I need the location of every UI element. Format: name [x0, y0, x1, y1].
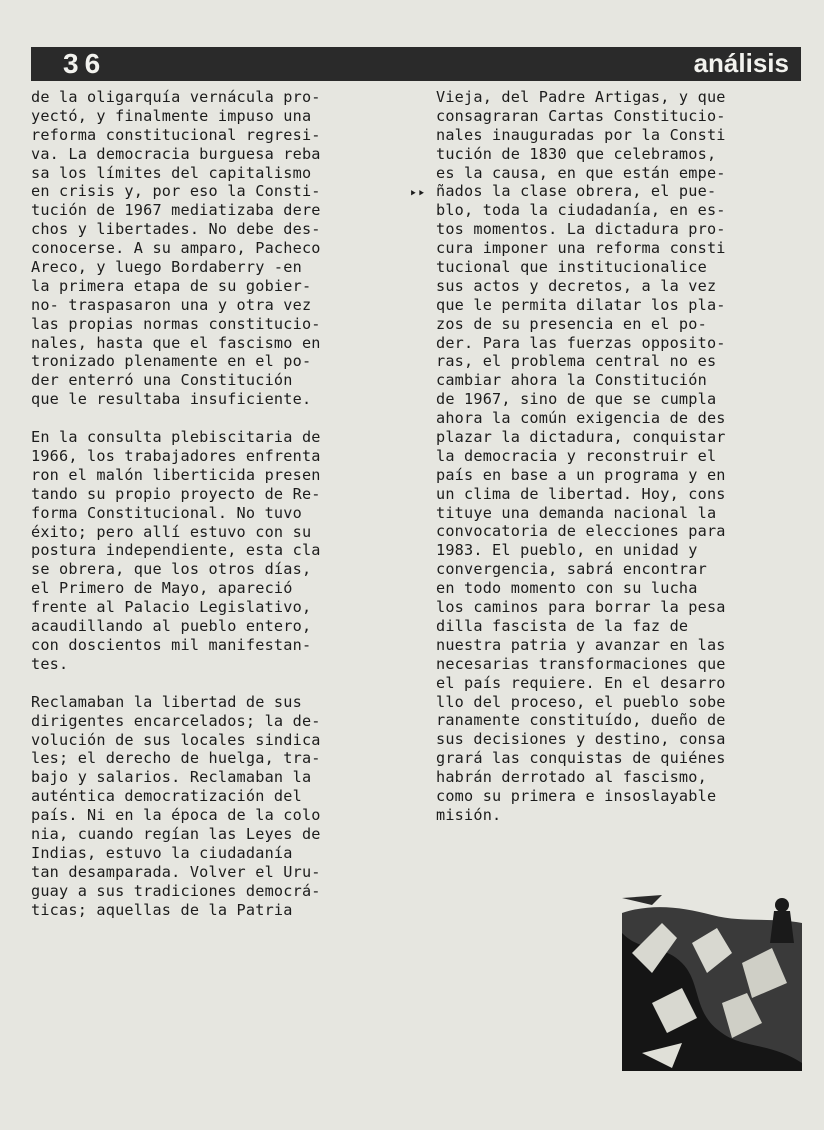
text-line: grará las conquistas de quiénes [436, 749, 726, 768]
left-column [31, 88, 399, 919]
text-line: der. Para las fuerzas opposito- [436, 333, 726, 352]
text-line: reforma constitucional regresi- [31, 125, 321, 144]
text-line: tan desamparada. Volver el Uru- [31, 862, 321, 881]
text-line: llo del proceso, el pueblo sobe [436, 692, 726, 711]
text-line: tituye una demanda nacional la [436, 503, 717, 522]
text-line: sus actos y decretos, a la vez [436, 276, 717, 295]
text-line: habrán derrotado al fascismo, [436, 768, 707, 787]
text-line: tución de 1830 que celebramos, [436, 144, 717, 163]
text-line: los caminos para borrar la pesa [436, 598, 726, 617]
text-line: tando su propio proyecto de Re- [31, 484, 321, 503]
text-line: les; el derecho de huelga, tra- [31, 749, 321, 768]
text-line: nia, cuando regían las Leyes de [31, 824, 321, 843]
text-line: ranamente constituído, dueño de [436, 711, 726, 730]
section-title: análisis [693, 48, 789, 78]
text-line: tución de 1967 mediatizaba dere [31, 201, 321, 220]
text-line: Areco, y luego Bordaberry -en [31, 258, 302, 277]
text-line: éxito; pero allí estuvo con su [31, 522, 312, 541]
text-line: blo, toda la ciudadanía, en es- [436, 201, 726, 220]
text-line: tucional que institucionalice [436, 258, 707, 277]
text-line: tos momentos. La dictadura pro- [436, 220, 726, 239]
text-line: ahora la común exigencia de des [436, 409, 726, 428]
text-line: nuestra patria y avanzar en las [436, 635, 726, 654]
text-line: 1966, los trabajadores enfrenta [31, 447, 321, 466]
text-line: se obrera, que los otros días, [31, 560, 312, 579]
text-line: la primera etapa de su gobier- [31, 276, 312, 295]
text-line: bajo y salarios. Reclamaban la [31, 768, 312, 787]
text-line: convocatoria de elecciones para [436, 522, 726, 541]
text-line: la democracia y reconstruir el [436, 446, 717, 465]
text-line: misión. [436, 805, 502, 824]
text-line: es la causa, en que están empe- [436, 163, 726, 182]
woodcut-illustration [622, 893, 802, 1071]
text-line: ticas; aquellas de la Patria [31, 900, 293, 919]
text-line: dilla fascista de la faz de [436, 616, 689, 635]
text-line: convergencia, sabrá encontrar [436, 560, 707, 579]
text-line: der enterró una Constitución [31, 371, 293, 390]
text-line: consagraran Cartas Constitucio- [436, 106, 726, 125]
text-line: dirigentes encarcelados; la de- [31, 711, 321, 730]
text-line: en crisis y, por eso la Consti- [31, 182, 321, 201]
text-line: de la oligarquía vernácula pro- [31, 88, 321, 106]
text-line: guay a sus tradiciones democrá- [31, 881, 321, 900]
text-line: 1983. El pueblo, en unidad y [436, 541, 698, 560]
text-line: conocerse. A su amparo, Pacheco [31, 239, 321, 258]
text-line: plazar la dictadura, conquistar [436, 428, 726, 447]
text-line: volución de sus locales sindica [31, 730, 321, 749]
text-line: acaudillando al pueblo entero, [31, 617, 312, 636]
text-line: que le permita dilatar los pla- [436, 295, 726, 314]
text-line: En la consulta plebiscitaria de [31, 428, 321, 447]
text-line: no- traspasaron una y otra vez [31, 295, 312, 314]
text-line: zos de su presencia en el po- [436, 314, 707, 333]
text-line: un clima de libertad. Hoy, cons [436, 484, 726, 503]
text-line: las propias normas constitucio- [31, 314, 321, 333]
text-line: chos y libertades. No debe des- [31, 220, 321, 239]
margin-arrow-mark: ‣‣ [409, 186, 426, 202]
page-header [31, 47, 801, 81]
text-line: ñados la clase obrera, el pue- [436, 182, 717, 201]
paragraph-gap [31, 674, 399, 693]
right-column [436, 88, 804, 825]
text-line: sa los límites del capitalismo [31, 163, 312, 182]
text-line: el país requiere. En el desarro [436, 673, 726, 692]
text-line: que le resultaba insuficiente. [31, 390, 312, 409]
text-line: necesarias transformaciones que [436, 654, 726, 673]
text-line: forma Constitucional. No tuvo [31, 503, 302, 522]
text-line: sus decisiones y destino, consa [436, 730, 726, 749]
text-line: en todo momento con su lucha [436, 579, 698, 598]
text-line: va. La democracia burguesa reba [31, 144, 321, 163]
text-line: Reclamaban la libertad de sus [31, 692, 302, 711]
text-line: cura imponer una reforma consti [436, 239, 726, 258]
text-line: Vieja, del Padre Artigas, y que [436, 88, 726, 106]
text-line: país. Ni en la época de la colo [31, 806, 321, 825]
text-line: nales inauguradas por la Consti [436, 125, 726, 144]
paragraph-gap [31, 409, 399, 428]
text-line: tes. [31, 654, 69, 673]
text-line: Indias, estuvo la ciudadanía [31, 843, 293, 862]
text-line: país en base a un programa y en [436, 465, 726, 484]
text-line: auténtica democratización del [31, 787, 302, 806]
text-line: el Primero de Mayo, apareció [31, 579, 293, 598]
page-number: 36 [63, 48, 107, 79]
text-line: tronizado plenamente en el po- [31, 352, 312, 371]
text-line: ras, el problema central no es [436, 352, 717, 371]
text-line: ron el malón liberticida presen [31, 465, 321, 484]
text-line: frente al Palacio Legislativo, [31, 598, 312, 617]
text-line: cambiar ahora la Constitución [436, 371, 707, 390]
text-line: yectó, y finalmente impuso una [31, 106, 312, 125]
text-line: de 1967, sino de que se cumpla [436, 390, 717, 409]
text-line: postura independiente, esta cla [31, 541, 321, 560]
text-line: como su primera e insoslayable [436, 786, 717, 805]
text-line: nales, hasta que el fascismo en [31, 333, 321, 352]
text-line: con doscientos mil manifestan- [31, 635, 312, 654]
